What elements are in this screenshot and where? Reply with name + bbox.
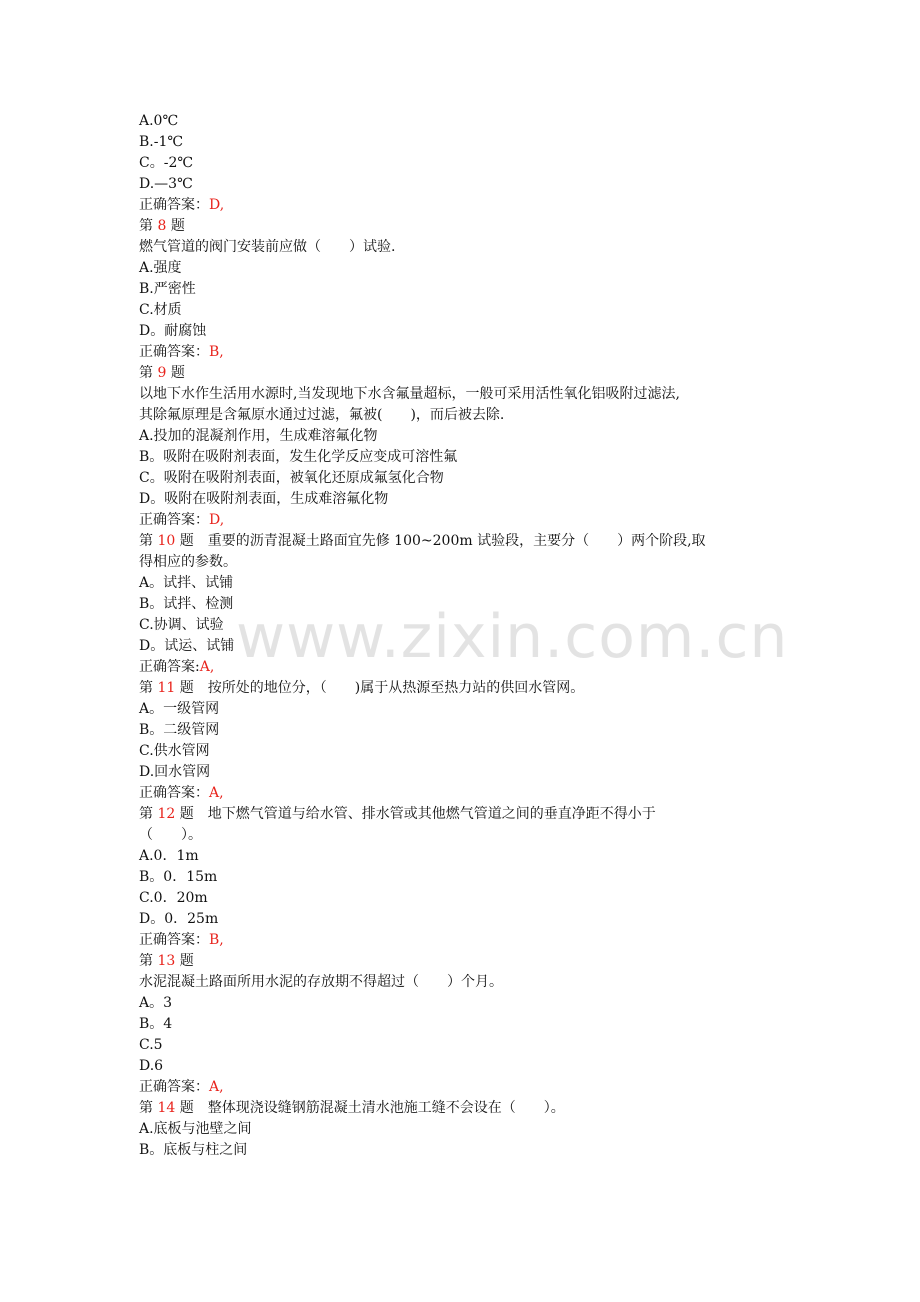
line-text: A.强度 (139, 260, 182, 276)
line-text: D.回水管网 (139, 764, 211, 780)
line-text: D。试运、试铺 (139, 638, 235, 654)
line-text: B。试拌、检测 (139, 596, 234, 612)
text-line (139, 678, 789, 699)
text-line (139, 132, 789, 153)
text-line (139, 1077, 789, 1098)
line-text: 题 (166, 218, 185, 234)
line-text: 题 地下燃气管道与给水管、排水管或其他燃气管道之间的垂直净距不得小于 (175, 806, 656, 822)
line-text: A.底板与池壁之间 (139, 1121, 252, 1137)
line-text: 正确答案： (139, 344, 209, 360)
text-line (139, 1098, 789, 1119)
text-line (139, 510, 789, 531)
text-line (139, 615, 789, 636)
line-text: 正确答案： (139, 785, 209, 801)
line-text: A.0．1m (139, 848, 199, 864)
watermark: www.zixin.com.cn (236, 602, 789, 672)
line-text: B。0．15m (139, 869, 218, 885)
text-line (139, 216, 789, 237)
line-text: 第 (139, 365, 158, 381)
text-line (139, 825, 789, 846)
text-line (139, 1119, 789, 1140)
text-line (139, 426, 789, 447)
line-text: C.协调、试验 (139, 617, 224, 633)
line-text: 水泥混凝土路面所用水泥的存放期不得超过（ ）个月。 (139, 974, 503, 990)
line-text: 第 (139, 953, 158, 969)
highlight-text: 11 (157, 680, 176, 696)
line-text: B。底板与柱之间 (139, 1142, 248, 1158)
line-text: B.严密性 (139, 281, 196, 297)
line-text: C.供水管网 (139, 743, 210, 759)
highlight-text: 14 (157, 1100, 176, 1116)
line-text: 正确答案： (139, 1079, 209, 1095)
text-line (139, 573, 789, 594)
line-text: A.投加的混凝剂作用，生成难溶氟化物 (139, 428, 378, 444)
line-text: 第 (139, 680, 158, 696)
line-text: A。一级管网 (139, 701, 220, 717)
line-text: 第 (139, 533, 158, 549)
text-line (139, 804, 789, 825)
highlight-text: B, (209, 344, 224, 360)
text-line (139, 594, 789, 615)
line-text: 正确答案： (139, 197, 209, 213)
line-text: 第 (139, 218, 158, 234)
line-text: A。3 (139, 995, 173, 1011)
text-line (139, 447, 789, 468)
line-text: A.0℃ (139, 113, 179, 129)
text-line (139, 1140, 789, 1161)
highlight-text: B, (209, 932, 224, 948)
highlight-text: D, (209, 512, 225, 528)
text-line (139, 363, 789, 384)
highlight-text: 9 (157, 365, 167, 381)
line-text: D。耐腐蚀 (139, 323, 207, 339)
text-line (139, 531, 789, 552)
text-line (139, 1014, 789, 1035)
line-text: B。二级管网 (139, 722, 220, 738)
text-line (139, 699, 789, 720)
text-line (139, 342, 789, 363)
text-line (139, 258, 789, 279)
line-text: C.5 (139, 1037, 163, 1053)
highlight-text: D, (209, 197, 225, 213)
line-text: A。试拌、试铺 (139, 575, 234, 591)
line-text: B。4 (139, 1016, 173, 1032)
line-text: 燃气管道的阀门安装前应做（ ）试验. (139, 239, 396, 255)
highlight-text: A, (209, 1079, 224, 1095)
text-line (139, 636, 789, 657)
text-line (139, 552, 789, 573)
text-line (139, 489, 789, 510)
line-text: 正确答案: (139, 659, 200, 675)
highlight-text: 12 (157, 806, 176, 822)
text-line (139, 468, 789, 489)
text-line (139, 720, 789, 741)
line-text: B.-1℃ (139, 134, 184, 150)
line-text: 得相应的参数。 (139, 554, 237, 570)
text-line (139, 993, 789, 1014)
text-line (139, 174, 789, 195)
text-line (139, 405, 789, 426)
text-line (139, 846, 789, 867)
line-text: B。吸附在吸附剂表面，发生化学反应变成可溶性氟 (139, 449, 458, 465)
line-text: 正确答案： (139, 932, 209, 948)
line-text: 其除氟原理是含氟原水通过过滤，氟被( )，而后被去除. (139, 407, 505, 423)
line-text: 题 (175, 953, 194, 969)
line-text: C。吸附在吸附剂表面，被氧化还原成氟氢化合物 (139, 470, 444, 486)
highlight-text: 13 (157, 953, 176, 969)
line-text: 第 (139, 806, 158, 822)
text-line (139, 321, 789, 342)
highlight-text: A, (209, 785, 224, 801)
text-line (139, 972, 789, 993)
line-text: D.—3℃ (139, 176, 193, 192)
line-text: 题 重要的沥青混凝土路面宜先修 100~200m 试验段，主要分（ ）两个阶段,取 (175, 533, 706, 549)
line-text: 第 (139, 1100, 158, 1116)
line-text: C.0．20m (139, 890, 208, 906)
highlight-text: 8 (157, 218, 167, 234)
text-line (139, 657, 789, 678)
highlight-text: A, (199, 659, 215, 675)
line-text: D。吸附在吸附剂表面，生成难溶氟化物 (139, 491, 389, 507)
text-line (139, 111, 789, 132)
document-page (139, 111, 789, 1161)
text-line (139, 153, 789, 174)
text-line (139, 279, 789, 300)
text-line (139, 909, 789, 930)
line-text: 题 整体现浇设缝钢筋混凝土清水池施工缝不会设在（ ）。 (175, 1100, 565, 1116)
line-text: C。-2℃ (139, 155, 194, 171)
text-line (139, 867, 789, 888)
text-line (139, 300, 789, 321)
line-text: D.6 (139, 1058, 164, 1074)
line-text: （ ）。 (139, 827, 202, 843)
line-text: C.材质 (139, 302, 182, 318)
line-text: 正确答案： (139, 512, 209, 528)
text-line (139, 195, 789, 216)
line-text: 题 (166, 365, 185, 381)
text-line (139, 1035, 789, 1056)
text-line (139, 888, 789, 909)
highlight-text: 10 (157, 533, 176, 549)
text-line (139, 783, 789, 804)
text-line (139, 951, 789, 972)
line-text: D。0．25m (139, 911, 219, 927)
text-line (139, 930, 789, 951)
text-line (139, 762, 789, 783)
line-text: 以地下水作生活用水源时,当发现地下水含氟量超标，一般可采用活性氧化铝吸附过滤法, (139, 386, 680, 402)
text-line (139, 1056, 789, 1077)
text-line (139, 384, 789, 405)
text-line (139, 237, 789, 258)
line-text: 题 按所处的地位分，（ )属于从热源至热力站的供回水管网。 (175, 680, 585, 696)
text-line (139, 741, 789, 762)
